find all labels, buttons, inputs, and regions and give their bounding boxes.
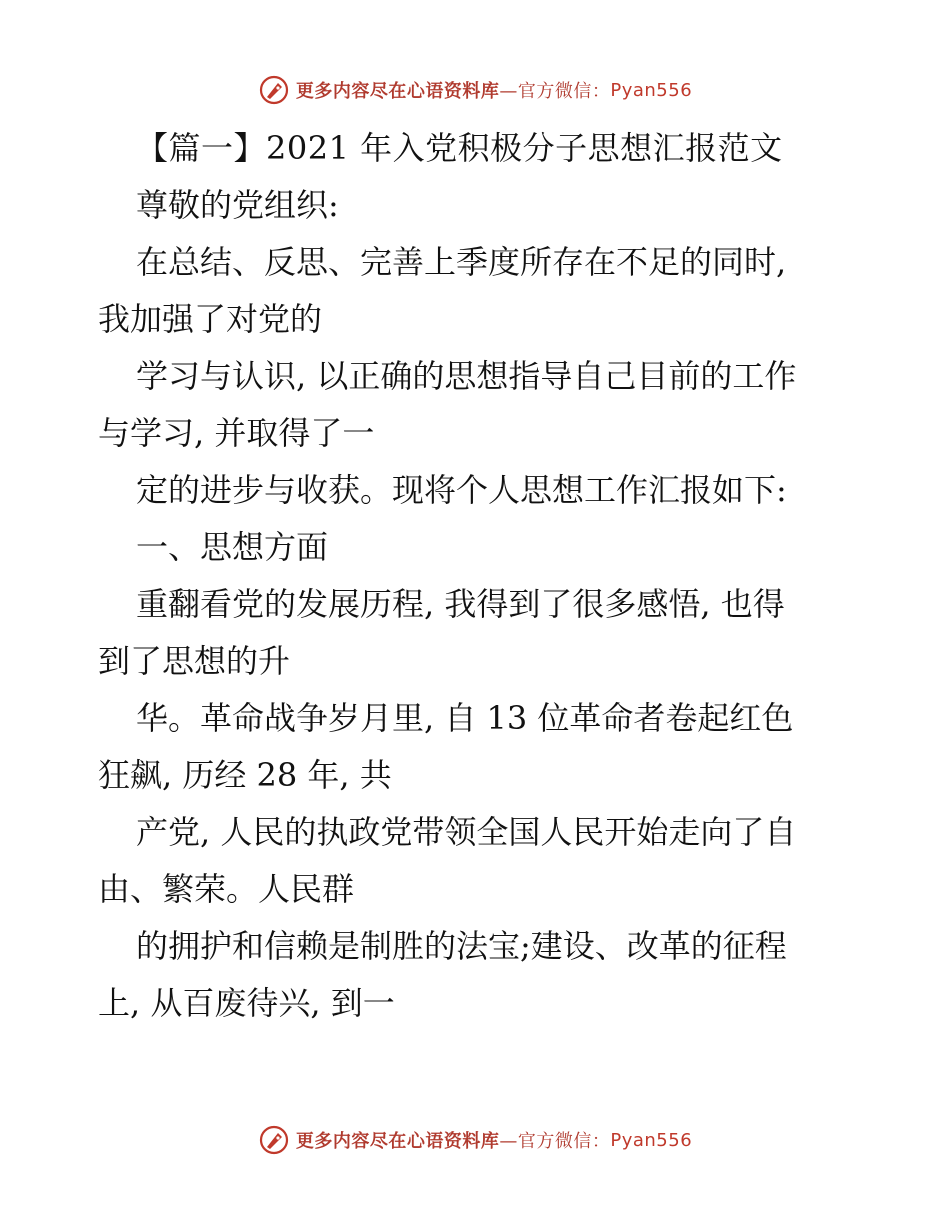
watermark-footer (0, 1120, 950, 1160)
text-line: 到了思想的升 (98, 642, 291, 680)
text-line: 与学习, 并取得了一 (98, 414, 375, 452)
watermark-header (0, 70, 950, 110)
text-line: 尊敬的党组织: (136, 186, 339, 224)
text-line: 的拥护和信赖是制胜的法宝;建设、改革的征程 (136, 927, 787, 965)
pen-nib-icon (258, 74, 290, 106)
text-line: 由、繁荣。人民群 (98, 870, 355, 908)
watermark-text-main: 更多内容尽在心语资料库 (295, 81, 500, 102)
text-line: 狂飙, 历经 28 年, 共 (98, 756, 392, 794)
watermark-account: Pyan556 (610, 79, 693, 101)
text-line: 上, 从百废待兴, 到一 (98, 984, 395, 1022)
watermark-text-main: 更多内容尽在心语资料库 (295, 1131, 500, 1152)
document-body (98, 120, 858, 1032)
text-line: 我加强了对党的 (98, 300, 323, 338)
pen-nib-icon (258, 1124, 290, 1156)
watermark-text-sep: —官方微信： (499, 81, 611, 102)
document-title: 【篇一】2021 年入党积极分子思想汇报范文 (136, 129, 783, 167)
text-line: 在总结、反思、完善上季度所存在不足的同时, (136, 243, 787, 281)
text-line: 产党, 人民的执政党带领全国人民开始走向了自 (136, 813, 797, 851)
text-line: 学习与认识, 以正确的思想指导自己目前的工作 (136, 357, 797, 395)
watermark-account: Pyan556 (610, 1129, 693, 1151)
text-line: 重翻看党的发展历程, 我得到了很多感悟, 也得 (136, 585, 785, 623)
text-line: 定的进步与收获。现将个人思想工作汇报如下: (136, 471, 787, 509)
section-heading: 一、思想方面 (136, 528, 329, 566)
text-line: 华。革命战争岁月里, 自 13 位革命者卷起红色 (136, 699, 794, 737)
watermark-text-sep: —官方微信： (499, 1131, 611, 1152)
